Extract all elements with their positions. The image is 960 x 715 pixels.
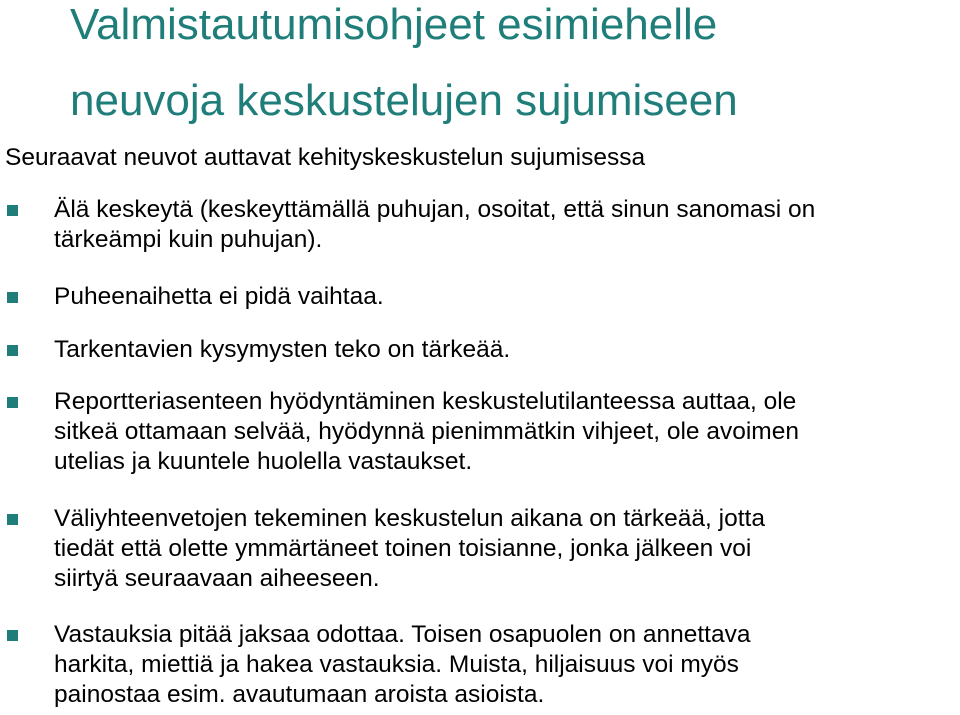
- bullet-line: Puheenaihetta ei pidä vaihtaa.: [54, 283, 384, 310]
- bullet-text: [54, 195, 959, 255]
- bullet-text: [54, 387, 959, 477]
- bullet-line: Reportteriasenteen hyödyntäminen keskustelutilanteessa auttaa, ole: [54, 388, 797, 415]
- square-bullet-icon: [7, 397, 18, 408]
- bullet-line: Tarkentavien kysymysten teko on tärkeää.: [54, 336, 511, 363]
- bullet-line: painostaa esim. avautumaan aroista asioista.: [54, 681, 545, 708]
- square-bullet-icon: [7, 345, 18, 356]
- slide-title-line-1: Valmistautumisohjeet esimiehelle: [70, 0, 718, 49]
- square-bullet-icon: [7, 514, 18, 525]
- square-bullet-icon: [7, 205, 18, 216]
- bullet-text: [54, 620, 959, 710]
- bullet-line: siirtyä seuraavaan aiheeseen.: [54, 565, 380, 592]
- bullet-line: tärkeämpi kuin puhujan).: [54, 226, 323, 253]
- intro-text: Seuraavat neuvot auttavat kehityskeskustelun sujumisessa: [5, 144, 646, 171]
- bullet-text: [54, 282, 959, 312]
- slide-title-line-2: neuvoja keskustelujen sujumiseen: [70, 76, 738, 125]
- square-bullet-icon: [7, 292, 18, 303]
- square-bullet-icon: [7, 630, 18, 641]
- bullet-text: [54, 504, 959, 594]
- bullet-line: utelias ja kuuntele huolella vastaukset.: [54, 448, 473, 475]
- bullet-line: tiedät että olette ymmärtäneet toinen toisianne, jonka jälkeen voi: [54, 535, 752, 562]
- bullet-line: harkita, miettiä ja hakea vastauksia. Muista, hiljaisuus voi myös: [54, 651, 739, 678]
- bullet-line: Älä keskeytä (keskeyttämällä puhujan, osoitat, että sinun sanomasi on: [54, 196, 816, 223]
- bullet-line: Väliyhteenvetojen tekeminen keskustelun aikana on tärkeää, jotta: [54, 505, 765, 532]
- bullet-line: sitkeä ottamaan selvää, hyödynnä pienimmätkin vihjeet, ole avoimen: [54, 418, 799, 445]
- bullet-text: [54, 335, 959, 365]
- bullet-line: Vastauksia pitää jaksaa odottaa. Toisen osapuolen on annettava: [54, 621, 751, 648]
